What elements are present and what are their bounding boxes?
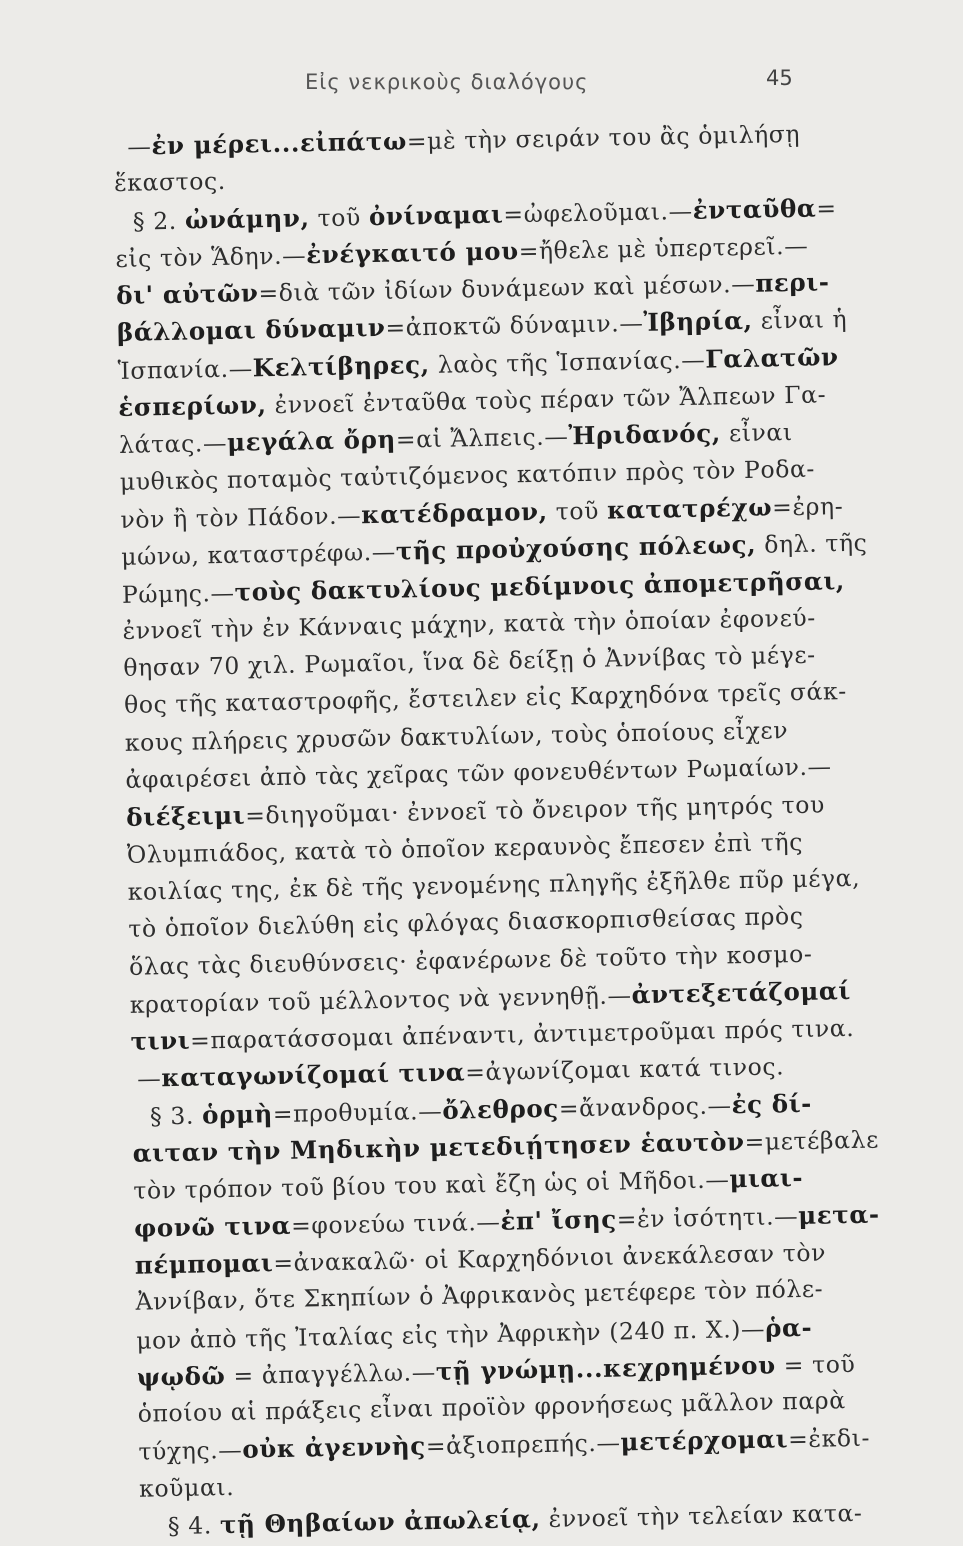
headword: μετα- — [797, 1199, 880, 1230]
gloss-text: =αἱ Ἄλπεις.— — [395, 422, 569, 454]
gloss-text: ἕκαστος. — [113, 167, 227, 198]
headword: Ἰβηρία, — [643, 306, 753, 338]
headword: ῥα- — [764, 1312, 813, 1343]
headword: ὀνίναμαι — [368, 199, 504, 231]
page-header — [0, 62, 963, 102]
gloss-text: λάτας.— — [118, 429, 228, 460]
headword: Ἠριδανός, — [568, 418, 722, 451]
gloss-text: θος τῆς καταστροφῆς, ἔστειλεν εἰς Καρχηδόνα τρεῖς σάκ- — [123, 677, 848, 720]
headword: τῇ γνώμῃ...κεχρημένου — [435, 1350, 776, 1386]
gloss-text: ὁποίου αἱ πράξεις εἶναι προϊὸν φρονήσεως μᾶλλον παρὰ — [137, 1386, 846, 1428]
headword: μιαι- — [729, 1163, 804, 1194]
gloss-text: δηλ. τῆς — [755, 528, 868, 559]
headword: ἐνταῦθα — [692, 193, 817, 225]
gloss-text: τύχης.— — [138, 1436, 243, 1467]
headword: ὄλεθρος — [442, 1093, 560, 1125]
headword: ἐνέγκαιτό μου — [305, 236, 519, 270]
gloss-text: κους πλήρεις χρυσῶν δακτυλίων, τοὺς ὁποίους εἶχεν — [124, 715, 789, 757]
running-title: Εἰς νεκρικοὺς διαλόγους — [305, 70, 589, 94]
headword: τῆς προὐχούσης πόλεως, — [395, 529, 757, 566]
gloss-text: εἶναι — [720, 418, 793, 448]
gloss-text: κοῦμαι. — [138, 1472, 235, 1503]
gloss-text: νὸν ἢ τὸν Πάδον.— — [120, 501, 362, 534]
gloss-text: μυθικὸς ποταμὸς ταὐτιζόμενος κατόπιν πρὸς τὸν Ροδα- — [119, 454, 816, 496]
gloss-text: § 2. — [132, 206, 186, 236]
gloss-text: =ἀποκτῶ δύναμιν.— — [385, 309, 644, 343]
gloss-text: τοῦ — [309, 202, 370, 232]
headword: κατατρέχω — [606, 492, 773, 525]
gloss-text: μώνω, καταστρέφω.— — [120, 537, 397, 572]
headword: αιταν τὴν Μηδικὴν μετεδιῄτησεν ἑαυτὸν — [132, 1127, 745, 1168]
gloss-text: ἐννοεῖ τὴν τελείαν κατα- — [540, 1498, 863, 1534]
headword: φονῶ τινα — [133, 1210, 292, 1243]
headword: ὠνάμην, — [184, 202, 310, 235]
gloss-text: εἰς τὸν Ἅδην.— — [115, 241, 307, 273]
gloss-text: =παρατάσσομαι ἀπέναντι, ἀντιμετροῦμαι πρός τινα. — [189, 1014, 855, 1055]
headword: ἐς δί- — [731, 1088, 813, 1120]
gloss-text: εἶναι ἡ — [752, 305, 848, 336]
headword: βάλλομαι δύναμιν — [116, 313, 386, 348]
headword: Γαλατῶν — [705, 341, 839, 374]
gloss-text: =προθυμία.— — [272, 1096, 443, 1128]
gloss-text: =ἄνανδρος.— — [558, 1091, 732, 1123]
gloss-text: ὅλας τὰς διευθύνσεις· ἐφανέρωνε δὲ τοῦτο τὴν κοσμο- — [128, 939, 813, 981]
text-body — [113, 115, 880, 1545]
headword: ἐπ' ἴσης — [500, 1204, 618, 1236]
gloss-text: § 4. — [167, 1511, 221, 1541]
headword: μεγάλα ὄρη — [226, 425, 397, 458]
gloss-text: λαὸς τῆς Ἱσπανίας.— — [429, 345, 706, 379]
headword: Κελτίβηρες, — [252, 349, 431, 383]
headword: περι- — [755, 267, 830, 298]
gloss-text: =μετέβαλε — [744, 1125, 880, 1157]
gloss-text: — — [136, 1064, 162, 1094]
headword: τινι — [130, 1025, 191, 1056]
headword: ἐν μέρει...εἰπάτω — [151, 126, 408, 161]
gloss-text: = — [816, 193, 837, 223]
gloss-text: =ἀγωνίζομαι κατά τινος. — [464, 1052, 785, 1087]
gloss-text: Ἱσπανία.— — [117, 354, 254, 385]
headword: ὁρμὴ — [201, 1098, 274, 1130]
headword: οὐκ ἀγεννὴς — [242, 1431, 427, 1465]
gloss-text: τὸν τρόπον τοῦ βίου του καὶ ἔζη ὡς οἱ Μῆδοι.— — [133, 1165, 730, 1206]
gloss-text: ἐννοεῖ τὴν ἐν Κάνναις μάχην, κατὰ τὴν ὁποίαν ἐφονεύ- — [122, 603, 817, 645]
gloss-text: =ἐρη- — [771, 492, 844, 522]
gloss-text: =ἀνακαλῶ· οἱ Καρχηδόνιοι ἀνεκάλεσαν τὸν — [273, 1238, 827, 1278]
gloss-text: ἐννοεῖ ἐνταῦθα τοὺς πέραν τῶν Ἄλπεων Γα- — [266, 380, 827, 420]
gloss-text: = τοῦ — [775, 1349, 856, 1380]
gloss-text: =διὰ τῶν ἰδίων δυνάμεων καὶ μέσων.— — [258, 269, 756, 308]
headword: τῇ Θηβαίων ἀπωλείᾳ, — [219, 1504, 541, 1540]
gloss-text: μον ἀπὸ τῆς Ἰταλίας εἰς τὴν Ἀφρικὴν (240 π. Χ.)— — [136, 1314, 766, 1355]
gloss-text: =ἐν ἰσότητι.— — [616, 1201, 799, 1234]
headword: κατέδραμον, — [360, 496, 548, 530]
headword: τοὺς δακτυλίους μεδίμνοις ἀπομετρῆσαι, — [234, 565, 846, 607]
page-number: 45 — [766, 66, 793, 90]
headword: μετέρχομαι — [620, 1424, 789, 1457]
headword: ψῳδῶ — [136, 1360, 226, 1392]
gloss-text: κρατορίαν τοῦ μέλλοντος νὰ γεννηθῇ.— — [129, 981, 632, 1019]
headword: ἑσπερίων, — [118, 390, 267, 423]
headword: διέξειμι — [125, 800, 246, 833]
gloss-text: Ὀλυμπιάδος, κατὰ τὸ ὁποῖον κεραυνὸς ἔπεσεν ἐπὶ τῆς — [126, 827, 804, 869]
gloss-text: =ἤθελε μὲ ὑπερτερεῖ.— — [518, 231, 809, 266]
gloss-text: τὸ ὁποῖον διελύθη εἰς φλόγας διασκορπισθείσας πρὸς — [128, 902, 804, 944]
gloss-text: Ρώμης.— — [121, 578, 235, 609]
headword: καταγωνίζομαί τινα — [161, 1057, 466, 1093]
gloss-text: θησαν 70 χιλ. Ρωμαῖοι, ἵνα δὲ δείξῃ ὁ Ἀννίβας τὸ μέγε- — [123, 640, 816, 683]
gloss-text: =μὲ τὴν σειράν του ἂς ὁμιλήσῃ — [406, 119, 801, 156]
headword: δι' αὐτῶν — [115, 278, 259, 311]
headword: ἀντεξετάζομαί — [631, 975, 852, 1010]
gloss-text: ἀφαιρέσει ἀπὸ τὰς χεῖρας τῶν φονευθέντων Ρωμαίων.— — [125, 752, 832, 794]
gloss-text: § 3. — [149, 1101, 203, 1131]
gloss-text: τοῦ — [547, 496, 608, 526]
gloss-text: =φονεύω τινά.— — [290, 1207, 501, 1240]
gloss-text: =ἀξιοπρεπής.— — [425, 1428, 621, 1461]
gloss-text: =διηγοῦμαι· ἐννοεῖ τὸ ὄνειρον τῆς μητρός του — [244, 790, 826, 830]
gloss-text: Ἀννίβαν, ὅτε Σκηπίων ὁ Ἀφρικανὸς μετέφερε τὸν πόλε- — [135, 1274, 824, 1316]
headword: πέμπομαι — [134, 1248, 274, 1280]
gloss-text: =ἐκδι- — [787, 1424, 871, 1454]
gloss-text: = ἀπαγγέλλω.— — [225, 1357, 437, 1390]
gloss-text: κοιλίας της, ἐκ δὲ τῆς γενομένης πληγῆς ἐξῆλθε πῦρ μέγα, — [127, 863, 861, 906]
gloss-text: — — [127, 132, 152, 161]
gloss-text: =ὠφελοῦμαι.— — [503, 196, 693, 229]
